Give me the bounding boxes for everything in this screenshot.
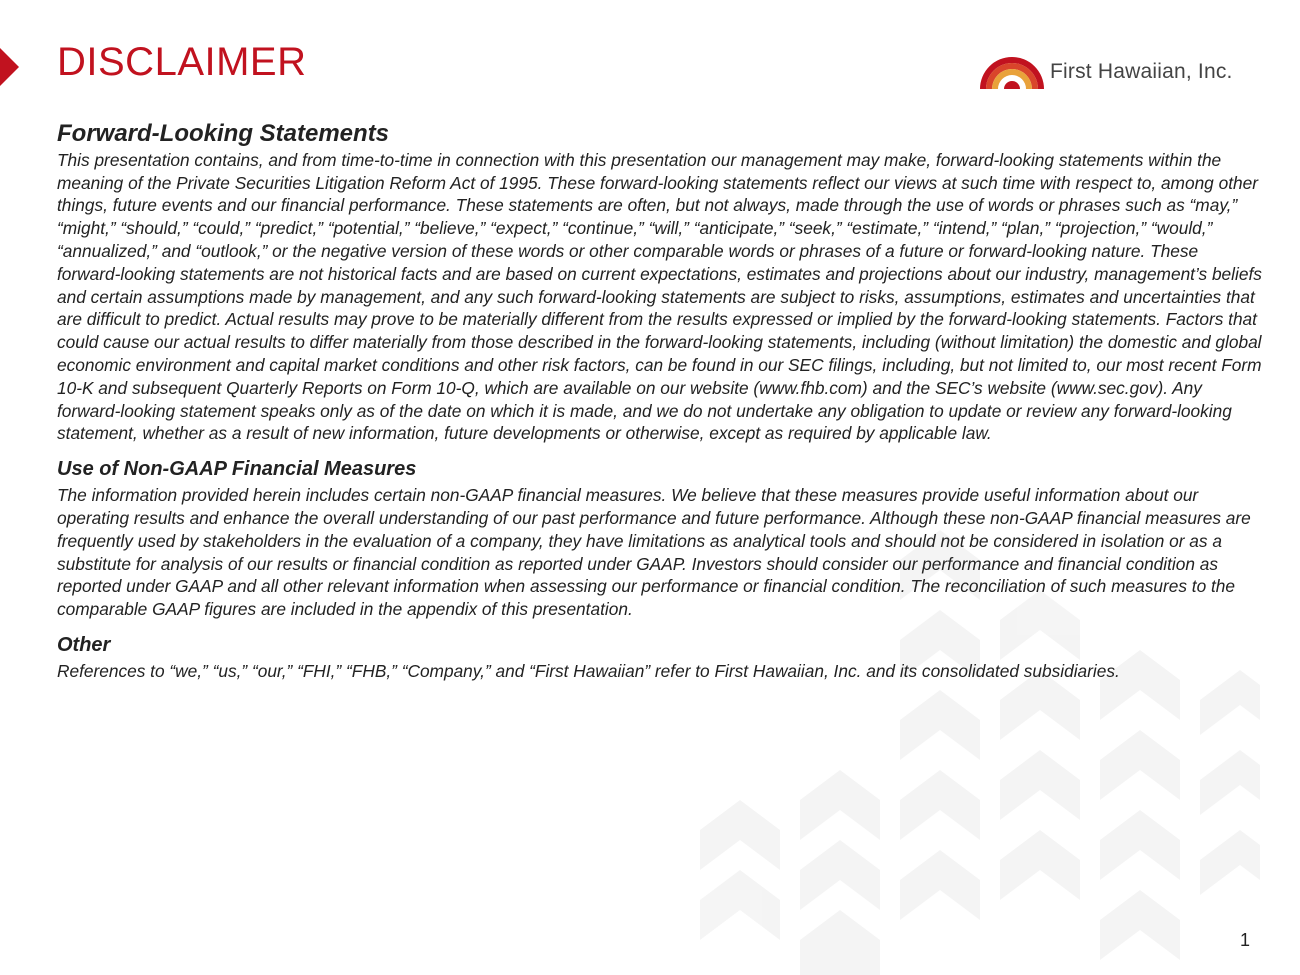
company-logo [980, 55, 1233, 89]
page-title: DISCLAIMER [57, 40, 307, 84]
section-heading-other: Other [57, 633, 111, 656]
section-body-non-gaap: The information provided herein includes certain non-GAAP financial measures. We believe that these measures provide useful information about our operating results and enhance the overall understanding of our past performance and future performance. Although these non-GAAP financial measures are frequently used by stakeholders in the evaluation of a company, they have limitations as analytical tools and should not be considered in isolation or as a substitute for analysis of our results or financial condition as reported under GAAP. Investors should consider our performance and financial condition as reported under GAAP and all other relevant information when assessing our performance or financial condition. The reconciliation of such measures to the comparable GAAP figures are included in the appendix of this presentation. [57, 485, 1251, 620]
section-heading-forward-looking: Forward-Looking Statements [57, 120, 390, 147]
section-heading-non-gaap: Use of Non-GAAP Financial Measures [57, 458, 417, 481]
page-number: 1 [1240, 930, 1251, 950]
section-body-forward-looking: This presentation contains, and from time-to-time in connection with this presentation our management may make, forward-looking statements within the meaning of the Private Securities Litigation Reform Act of 1995. These forward-looking statements reflect our views at such time with respect to, among other things, future events and our financial performance. These statements are often, but not always, made through the use of words or phrases such as “may,” “might,” “should,” “could,” “predict,” “potential,” “believe,” “expect,” “continue,” “will,” “anticipate,” “seek,” “estimate,” “intend,” “plan,” “projection,” “would,” “annualized,” and “outlook,” or the negative version of these words or other comparable words or phrases of a future or forward-looking nature. These forward-looking statements are not historical facts and are based on current expectations, estimates and projections about our industry, management’s beliefs and certain assumptions made by management, and any such forward-looking statements are subject to risks, assumptions, estimates and uncertainties that are difficult to predict. Actual results may prove to be materially different from the results expressed or implied by the forward-looking statements. Factors that could cause our actual results to differ materially from those described in the forward-looking statements, including (without limitation) the domestic and global economic environment and capital market conditions and other risk factors, can be found in our SEC filings, including, but not limited to, our most recent Form 10-K and subsequent Quarterly Reports on Form 10-Q, which are available on our website (www.fhb.com) and the SEC’s website (www.sec.gov). Any forward-looking statement speaks only as of the date on which it is made, and we do not undertake any obligation to update or review any forward-looking statement, whether as a result of new information, future developments or otherwise, except as required by applicable law. [57, 149, 1262, 444]
title-accent-arrow [0, 48, 19, 86]
disclaimer-content [57, 120, 1262, 683]
rainbow-arc-icon [980, 55, 1044, 89]
company-logo-text: First Hawaiian, Inc. [1050, 60, 1233, 83]
section-body-other: References to “we,” “us,” “our,” “FHI,” “FHB,” “Company,” and “First Hawaiian” refer to First Hawaiian, Inc. and its consolidated subsidiaries. [57, 660, 1120, 681]
